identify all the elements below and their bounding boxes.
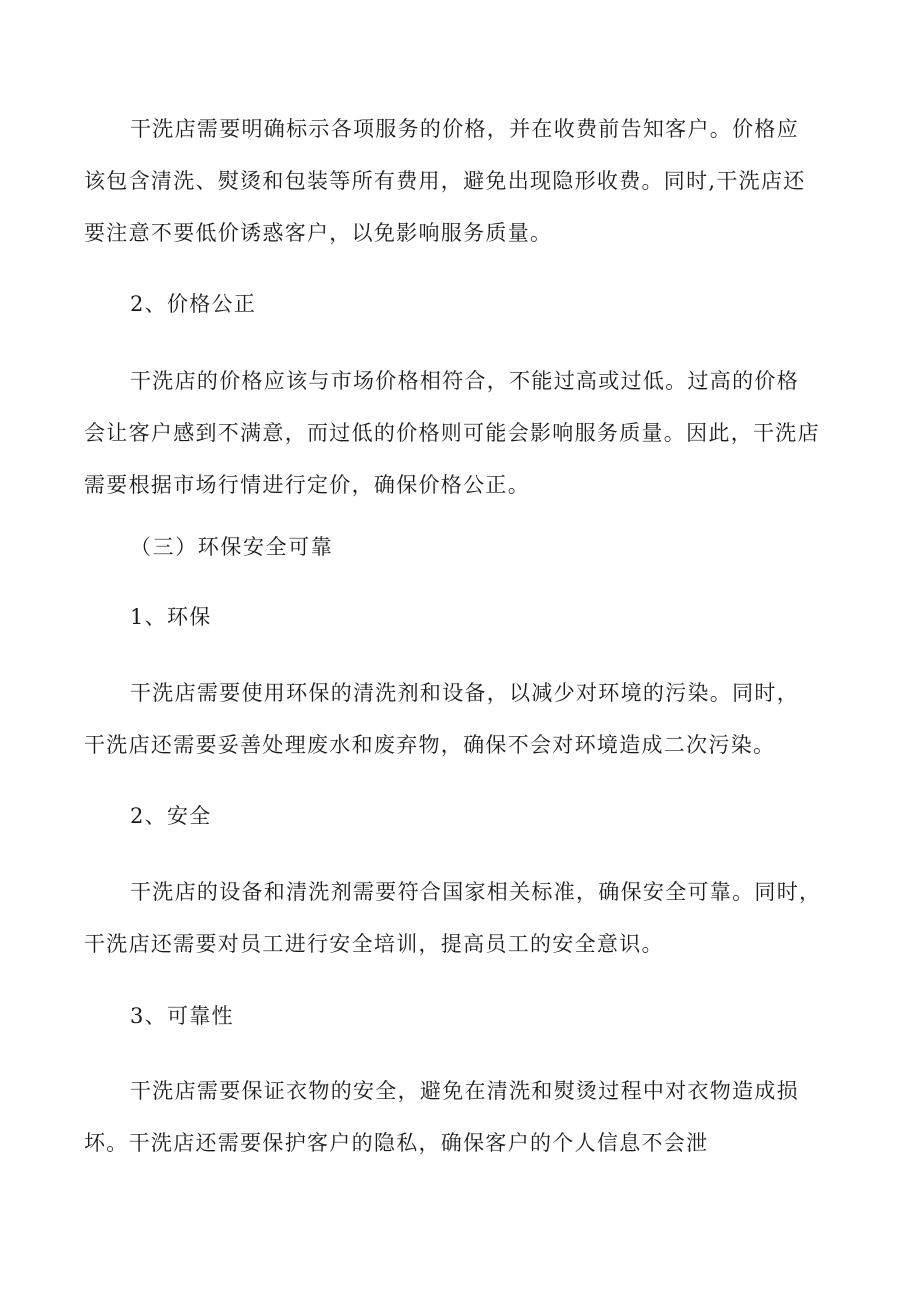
paragraph-price-fairness (84, 355, 836, 511)
paragraph-line: 干洗店的设备和清洗剂需要符合国家相关标准，确保安全可靠。同时， (130, 880, 822, 904)
heading-reliability (84, 990, 836, 1042)
paragraph-line: 干洗店还需要对员工进行安全培训，提高员工的安全意识。 (84, 932, 664, 956)
heading-text: 2、安全 (130, 804, 212, 828)
heading-text: 2、价格公正 (130, 292, 257, 316)
section-heading-text: （三）环保安全可靠 (130, 535, 334, 559)
paragraph-line: 干洗店需要使用环保的清洗剂和设备，以减少对环境的污染。同时， (130, 681, 799, 705)
heading-text: 3、可靠性 (130, 1004, 234, 1028)
paragraph-line: 坏。干洗店还需要保护客户的隐私，确保客户的个人信息不会泄 (84, 1131, 709, 1155)
paragraph-line: 干洗店需要明确标示各项服务的价格，并在收费前告知客户。价格应 (130, 117, 799, 141)
paragraph-line: 干洗店还需要妥善处理废水和废弃物，确保不会对环境造成二次污染。 (84, 733, 776, 757)
heading-price-fairness (84, 278, 836, 330)
paragraph-pricing-disclosure (84, 103, 836, 259)
paragraph-line: 该包含清洗、熨烫和包装等所有费用，避免出现隐形收费。同时,干洗店还 (84, 169, 806, 193)
heading-eco (84, 591, 836, 643)
paragraph-line: 要注意不要低价诱惑客户，以免影响服务质量。 (84, 221, 553, 245)
paragraph-eco (84, 667, 836, 771)
paragraph-line: 需要根据市场行情进行定价，确保价格公正。 (84, 473, 530, 497)
heading-safety (84, 790, 836, 842)
paragraph-safety (84, 866, 836, 970)
paragraph-line: 干洗店需要保证衣物的安全，避免在清洗和熨烫过程中对衣物造成损 (130, 1079, 799, 1103)
paragraph-line: 会让客户感到不满意，而过低的价格则可能会影响服务质量。因此，干洗店 (84, 421, 820, 445)
section-heading-eco-safety (84, 521, 836, 573)
paragraph-line: 干洗店的价格应该与市场价格相符合，不能过高或过低。过高的价格 (130, 369, 799, 393)
heading-text: 1、环保 (130, 605, 212, 629)
paragraph-reliability (84, 1065, 836, 1169)
